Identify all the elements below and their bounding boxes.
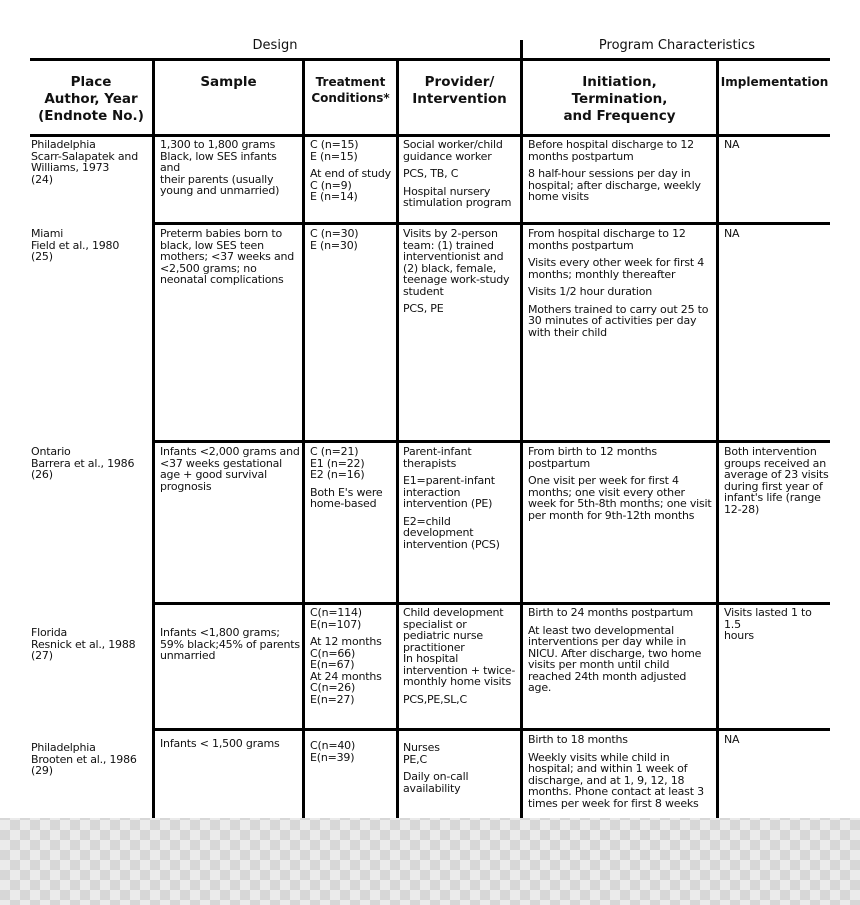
cell-paragraph bbox=[403, 303, 518, 315]
cell-line: specialist or bbox=[403, 617, 467, 631]
cell-paragraph bbox=[160, 627, 300, 662]
cell-paragraph bbox=[724, 446, 830, 515]
cell-line: per month for 9th-12th months bbox=[528, 508, 695, 522]
rule-col-4 bbox=[520, 60, 523, 818]
cell-place bbox=[31, 742, 151, 816]
cell-line: E (n=14) bbox=[310, 190, 358, 203]
cell-paragraph bbox=[724, 139, 830, 151]
cell-line: 30 minutes of activities per day bbox=[528, 314, 697, 327]
cell-line: Before hospital discharge to 12 bbox=[528, 139, 694, 151]
cell-line: E (n=30) bbox=[310, 238, 358, 252]
cell-place bbox=[31, 139, 151, 222]
cell-paragraph bbox=[528, 625, 714, 694]
cell-paragraph bbox=[403, 771, 518, 794]
cell-paragraph bbox=[528, 752, 714, 810]
rule-group-divider bbox=[520, 40, 523, 58]
cell-line: Social worker/child bbox=[403, 139, 503, 151]
cell-line: visits per month until child bbox=[528, 658, 670, 671]
cell-line: C(n=66) bbox=[310, 646, 356, 660]
cell-line: months. Phone contact at least 3 bbox=[528, 785, 704, 798]
cell-line: Infants <2,000 grams and bbox=[160, 446, 300, 458]
cell-line: availability bbox=[403, 781, 461, 795]
cell-line: (2) black, female, bbox=[403, 261, 497, 275]
cell-paragraph bbox=[403, 186, 518, 209]
cell-treatment bbox=[310, 740, 395, 816]
cell-line: during first year of bbox=[724, 479, 823, 493]
cell-paragraph bbox=[31, 627, 151, 662]
cell-line: Florida bbox=[31, 627, 68, 639]
rule-header-bottom bbox=[30, 134, 830, 137]
cell-place bbox=[31, 228, 151, 440]
cell-line: PE,C bbox=[403, 752, 427, 766]
cell-line: 12-28) bbox=[724, 502, 760, 516]
rule-col-5 bbox=[716, 60, 719, 818]
cell-line: E2=child bbox=[403, 514, 451, 528]
cell-line: Parent-infant bbox=[403, 446, 472, 458]
cell-paragraph bbox=[403, 139, 518, 162]
cell-line: PCS, TB, C bbox=[403, 167, 459, 180]
cell-line: young and unmarried) bbox=[160, 184, 280, 197]
cell-sample bbox=[160, 139, 300, 222]
cell-paragraph bbox=[403, 516, 518, 551]
cell-line: E1 (n=22) bbox=[310, 456, 365, 470]
cell-line: pediatric nurse bbox=[403, 629, 483, 642]
header-initiation-termination: Initiation, Termination, and Frequency bbox=[563, 74, 676, 124]
cell-line: NA bbox=[724, 139, 740, 151]
cell-sample bbox=[160, 228, 300, 440]
cell-line: intervention + twice- bbox=[403, 663, 516, 677]
cell-line: Infants <1,800 grams; bbox=[160, 627, 280, 639]
cell-line: stimulation program bbox=[403, 196, 512, 209]
cell-line: NA bbox=[724, 734, 740, 746]
cell-line: Preterm babies born to bbox=[160, 228, 283, 240]
cell-paragraph bbox=[310, 487, 395, 510]
cell-line: C(n=114) bbox=[310, 607, 362, 619]
cell-line: intervention (PE) bbox=[403, 497, 493, 510]
cell-initiation bbox=[528, 734, 714, 816]
cell-line: E(n=107) bbox=[310, 617, 362, 631]
cell-line: mothers; <37 weeks and bbox=[160, 250, 295, 263]
cell-line: <37 weeks gestational bbox=[160, 456, 283, 470]
cell-line: At least two developmental bbox=[528, 623, 674, 637]
cell-line: unmarried bbox=[160, 649, 216, 662]
design-group-header: Design bbox=[252, 38, 298, 53]
cell-line: Visits every other week for first 4 bbox=[528, 256, 705, 269]
cell-line: 59% black;45% of parents bbox=[160, 637, 300, 651]
cell-line: interventions per day while in bbox=[528, 635, 687, 648]
cell-paragraph bbox=[403, 446, 518, 469]
cell-paragraph bbox=[310, 740, 395, 763]
cell-line: neonatal complications bbox=[160, 273, 284, 286]
cell-line: Mothers trained to carry out 25 to bbox=[528, 302, 709, 316]
cell-implementation bbox=[724, 228, 830, 440]
cell-line: student bbox=[403, 284, 444, 298]
cell-line: One visit per week for first 4 bbox=[528, 474, 679, 487]
cell-line: hours bbox=[724, 629, 754, 642]
cell-line: postpartum bbox=[528, 456, 591, 470]
cell-paragraph bbox=[528, 734, 714, 746]
cell-line: groups received an bbox=[724, 456, 826, 470]
cell-paragraph bbox=[528, 475, 714, 521]
cell-provider bbox=[403, 139, 518, 222]
cell-line: with their child bbox=[528, 325, 607, 339]
cell-line: Weekly visits while child in bbox=[528, 750, 670, 764]
cell-paragraph bbox=[160, 446, 300, 492]
cell-paragraph bbox=[528, 139, 714, 162]
cell-line: age. bbox=[528, 681, 552, 694]
cell-line: Hospital nursery bbox=[403, 184, 491, 198]
cell-line: <2,500 grams; no bbox=[160, 261, 257, 275]
cell-line: E1=parent-infant bbox=[403, 474, 495, 487]
cell-line: times per week for first 8 weeks bbox=[528, 796, 699, 810]
cell-line: Philadelphia bbox=[31, 742, 96, 754]
cell-line: hospital; after discharge, weekly bbox=[528, 178, 701, 192]
cell-line: From hospital discharge to 12 bbox=[528, 228, 686, 240]
cell-line: At end of study bbox=[310, 167, 391, 180]
cell-line: 8 half-hour sessions per day in bbox=[528, 167, 691, 180]
cell-line: Field et al., 1980 bbox=[31, 238, 120, 252]
cell-paragraph bbox=[528, 168, 714, 203]
rule-col-1 bbox=[152, 60, 155, 818]
cell-paragraph bbox=[160, 139, 300, 197]
cell-treatment bbox=[310, 446, 395, 601]
cell-line: Williams, 1973 bbox=[31, 161, 110, 174]
cell-line: Visits by 2-person bbox=[403, 228, 498, 240]
cell-line: monthly home visits bbox=[403, 675, 512, 688]
cell-line: (27) bbox=[31, 649, 53, 662]
cell-line: Visits lasted 1 to 1.5 bbox=[724, 607, 812, 631]
cell-initiation bbox=[528, 446, 714, 601]
header-treatment-conditions: Treatment Conditions* bbox=[311, 75, 390, 105]
cell-paragraph bbox=[310, 636, 395, 705]
cell-line: black, low SES teen bbox=[160, 238, 264, 252]
cell-sample bbox=[160, 738, 300, 816]
header-sample: Sample bbox=[200, 74, 257, 90]
cell-line: months; one visit every other bbox=[528, 485, 685, 499]
cell-line: E(n=27) bbox=[310, 692, 355, 706]
cell-line: Resnick et al., 1988 bbox=[31, 637, 136, 651]
cell-line: (26) bbox=[31, 468, 53, 481]
program-characteristics-header: Program Characteristics bbox=[598, 38, 756, 53]
cell-line: development bbox=[403, 526, 474, 539]
cell-line: In hospital bbox=[403, 652, 459, 665]
cell-line: discharge, and at 1, 9, 12, 18 bbox=[528, 773, 685, 787]
cell-provider bbox=[403, 446, 518, 601]
cell-line: months postpartum bbox=[528, 238, 634, 252]
cell-line: From birth to 12 months bbox=[528, 446, 657, 458]
cell-line: E(n=67) bbox=[310, 658, 355, 671]
cell-paragraph bbox=[160, 738, 300, 750]
cell-paragraph bbox=[403, 694, 518, 706]
cell-line: interaction bbox=[403, 485, 461, 499]
cell-paragraph bbox=[310, 228, 395, 251]
cell-line: E (n=15) bbox=[310, 149, 358, 163]
cell-paragraph bbox=[160, 228, 300, 286]
cell-paragraph bbox=[528, 446, 714, 469]
cell-line: age + good survival bbox=[160, 468, 267, 481]
cell-paragraph bbox=[528, 228, 714, 251]
cell-paragraph bbox=[724, 228, 830, 240]
cell-line: reached 24th month adjusted bbox=[528, 669, 687, 683]
header-implementation: Implementation bbox=[720, 75, 829, 89]
cell-place bbox=[31, 627, 151, 728]
cell-line: Birth to 18 months bbox=[528, 734, 628, 746]
cell-paragraph bbox=[310, 139, 395, 162]
cell-place bbox=[31, 446, 151, 601]
cell-line: PCS, PE bbox=[403, 302, 444, 315]
cell-paragraph bbox=[528, 286, 714, 298]
cell-line: Ontario bbox=[31, 446, 71, 458]
cell-line: therapists bbox=[403, 456, 457, 470]
cell-paragraph bbox=[403, 475, 518, 510]
cell-implementation bbox=[724, 446, 830, 601]
cell-line: NICU. After discharge, two home bbox=[528, 646, 702, 660]
cell-paragraph bbox=[403, 228, 518, 297]
cell-line: Black, low SES infants and bbox=[160, 149, 277, 174]
header-provider-intervention: Provider/ Intervention bbox=[412, 74, 507, 107]
cell-sample bbox=[160, 446, 300, 601]
cell-line: (24) bbox=[31, 172, 53, 186]
cell-treatment bbox=[310, 607, 395, 728]
cell-line: Miami bbox=[31, 228, 64, 240]
rule-row-3 bbox=[153, 602, 830, 605]
rule-row-2 bbox=[153, 440, 830, 443]
cell-line: hospital; and within 1 week of bbox=[528, 762, 688, 775]
cell-line: PCS,PE,SL,C bbox=[403, 692, 467, 706]
cell-line: guidance worker bbox=[403, 149, 492, 163]
cell-line: infant's life (range bbox=[724, 491, 821, 504]
cell-provider bbox=[403, 742, 518, 816]
rule-row-4 bbox=[153, 728, 830, 731]
rule-row-1 bbox=[153, 222, 830, 225]
rule-top bbox=[30, 58, 830, 61]
cell-line: (25) bbox=[31, 250, 53, 263]
cell-sample bbox=[160, 627, 300, 728]
cell-line: home-based bbox=[310, 497, 377, 510]
cell-paragraph bbox=[31, 139, 151, 185]
rule-col-3 bbox=[396, 60, 399, 818]
cell-line: their parents (usually bbox=[160, 172, 274, 186]
cell-paragraph bbox=[310, 607, 395, 630]
cell-line: Nurses bbox=[403, 742, 440, 754]
cell-line: practitioner bbox=[403, 640, 465, 654]
cell-line: week for 5th-8th months; one visit bbox=[528, 497, 712, 510]
cell-line: Scarr-Salapatek and bbox=[31, 149, 138, 163]
cell-paragraph bbox=[31, 446, 151, 481]
cell-line: 1,300 to 1,800 grams bbox=[160, 139, 276, 151]
cell-line: Both intervention bbox=[724, 446, 817, 458]
rule-col-2 bbox=[302, 60, 305, 818]
cell-line: At 12 months bbox=[310, 635, 382, 648]
cell-line: team: (1) trained bbox=[403, 238, 494, 252]
cell-initiation bbox=[528, 139, 714, 222]
cell-line: C(n=26) bbox=[310, 681, 356, 694]
cell-line: E(n=39) bbox=[310, 750, 355, 764]
cell-paragraph bbox=[31, 228, 151, 263]
cell-implementation bbox=[724, 607, 830, 728]
cell-line: C (n=15) bbox=[310, 139, 359, 151]
cell-line: average of 23 visits bbox=[724, 468, 829, 481]
cell-paragraph bbox=[403, 742, 518, 765]
cell-paragraph bbox=[310, 446, 395, 481]
cell-line: Daily on-call bbox=[403, 770, 469, 783]
cell-line: C (n=30) bbox=[310, 228, 359, 240]
cell-line: Visits 1/2 hour duration bbox=[528, 285, 653, 298]
cell-line: (29) bbox=[31, 764, 53, 777]
cell-provider bbox=[403, 607, 518, 728]
cell-line: At 24 months bbox=[310, 669, 382, 683]
cell-provider bbox=[403, 228, 518, 440]
cell-paragraph bbox=[724, 607, 830, 642]
cell-implementation bbox=[724, 734, 830, 816]
cell-paragraph bbox=[403, 168, 518, 180]
cell-line: intervention (PCS) bbox=[403, 537, 500, 551]
cell-paragraph bbox=[310, 168, 395, 203]
cell-initiation bbox=[528, 607, 714, 728]
cell-line: teenage work-study bbox=[403, 273, 510, 286]
cell-line: months postpartum bbox=[528, 149, 634, 163]
cell-line: C (n=9) bbox=[310, 178, 352, 192]
cell-paragraph bbox=[528, 607, 714, 619]
cell-paragraph bbox=[31, 742, 151, 777]
cell-line: months; monthly thereafter bbox=[528, 267, 676, 281]
cell-line: Birth to 24 months postpartum bbox=[528, 607, 694, 619]
cell-line: Barrera et al., 1986 bbox=[31, 456, 135, 470]
cell-line: Child development bbox=[403, 607, 504, 619]
cell-line: Philadelphia bbox=[31, 139, 96, 151]
cell-line: C (n=21) bbox=[310, 446, 359, 458]
cell-paragraph bbox=[528, 304, 714, 339]
cell-line: E2 (n=16) bbox=[310, 468, 365, 481]
cell-line: interventionist and bbox=[403, 250, 504, 263]
cell-line: prognosis bbox=[160, 479, 212, 493]
cell-line: C(n=40) bbox=[310, 740, 356, 752]
cell-line: Both E's were bbox=[310, 485, 383, 499]
header-place: Place Author, Year (Endnote No.) bbox=[38, 74, 144, 124]
cell-implementation bbox=[724, 139, 830, 222]
cell-line: home visits bbox=[528, 190, 589, 203]
cell-paragraph bbox=[528, 257, 714, 280]
cell-paragraph bbox=[403, 607, 518, 688]
cell-initiation bbox=[528, 228, 714, 440]
cell-treatment bbox=[310, 228, 395, 440]
cell-line: NA bbox=[724, 228, 740, 240]
cell-line: Brooten et al., 1986 bbox=[31, 752, 137, 766]
cell-treatment bbox=[310, 139, 395, 222]
cell-paragraph bbox=[724, 734, 830, 746]
cell-line: Infants < 1,500 grams bbox=[160, 738, 280, 750]
